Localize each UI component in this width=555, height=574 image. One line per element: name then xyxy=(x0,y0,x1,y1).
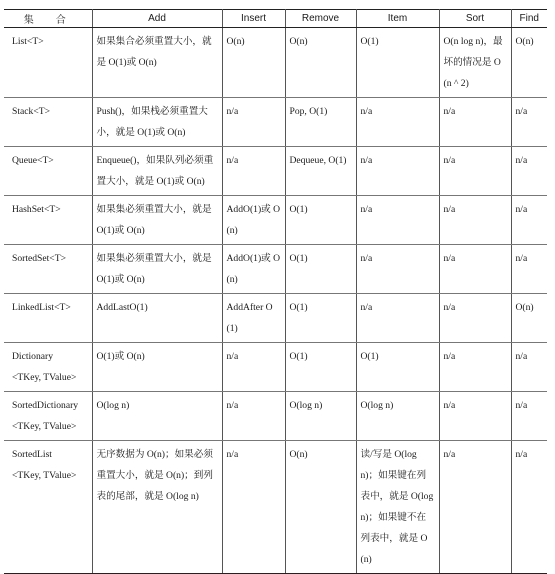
collection-name-line: LinkedList<T> xyxy=(12,302,71,313)
add-cell: O(log n) xyxy=(92,392,222,441)
header-item: Item xyxy=(356,10,439,28)
table-row xyxy=(4,245,547,294)
header-sort: Sort xyxy=(439,10,511,28)
collection-name-line: Dictionary xyxy=(12,351,54,362)
add-cell: 如果集必须重置大小，就是 O(1)或 O(n) xyxy=(92,196,222,245)
item-cell: n/a xyxy=(356,98,439,147)
insert-cell: n/a xyxy=(222,343,285,392)
header-add: Add xyxy=(92,10,222,28)
insert-cell: n/a xyxy=(222,147,285,196)
collection-name-line: SortedSet<T> xyxy=(12,253,66,264)
insert-cell: n/a xyxy=(222,392,285,441)
find-cell: n/a xyxy=(511,343,547,392)
add-cell: Enqueue()，如果队列必须重置大小，就是 O(1)或 O(n) xyxy=(92,147,222,196)
remove-cell: O(n) xyxy=(285,441,356,574)
item-cell: n/a xyxy=(356,196,439,245)
remove-cell: O(1) xyxy=(285,245,356,294)
item-cell: O(1) xyxy=(356,28,439,98)
table-row xyxy=(4,28,547,98)
collection-name-line: <TKey, TValue> xyxy=(12,421,77,432)
collection-name-line: SortedList xyxy=(12,449,52,460)
collection-name-cell xyxy=(4,147,92,196)
add-cell: 如果集合必须重置大小，就是 O(1)或 O(n) xyxy=(92,28,222,98)
find-cell: n/a xyxy=(511,392,547,441)
insert-cell: n/a xyxy=(222,98,285,147)
collection-name-cell xyxy=(4,441,92,574)
item-cell: O(log n) xyxy=(356,392,439,441)
collection-name-cell xyxy=(4,343,92,392)
add-cell: O(1)或 O(n) xyxy=(92,343,222,392)
remove-cell: O(1) xyxy=(285,196,356,245)
add-cell: Push()，如果栈必须重置大小，就是 O(1)或 O(n) xyxy=(92,98,222,147)
collection-name-cell xyxy=(4,28,92,98)
collection-name-line: HashSet<T> xyxy=(12,204,61,215)
find-cell: O(n) xyxy=(511,294,547,343)
find-cell: n/a xyxy=(511,98,547,147)
collection-name-line: <TKey, TValue> xyxy=(12,470,77,481)
table-row xyxy=(4,392,547,441)
sort-cell: n/a xyxy=(439,98,511,147)
collection-name-line: <TKey, TValue> xyxy=(12,372,77,383)
collection-name-cell xyxy=(4,294,92,343)
find-cell: n/a xyxy=(511,441,547,574)
header-remove: Remove xyxy=(285,10,356,28)
header-find: Find xyxy=(511,10,547,28)
table-row xyxy=(4,343,547,392)
item-cell: 读/写是 O(log n)；如果键在列表中，就是 O(log n)；如果键不在列表中，就是 O(n) xyxy=(356,441,439,574)
add-cell: 如果集必须重置大小，就是 O(1)或 O(n) xyxy=(92,245,222,294)
sort-cell: n/a xyxy=(439,441,511,574)
collection-name-cell xyxy=(4,196,92,245)
find-cell: O(n) xyxy=(511,28,547,98)
item-cell: n/a xyxy=(356,294,439,343)
header-row xyxy=(4,10,547,28)
remove-cell: O(n) xyxy=(285,28,356,98)
sort-cell: n/a xyxy=(439,196,511,245)
remove-cell: Dequeue, O(1) xyxy=(285,147,356,196)
insert-cell: AddO(1)或 O(n) xyxy=(222,245,285,294)
sort-cell: n/a xyxy=(439,392,511,441)
remove-cell: Pop, O(1) xyxy=(285,98,356,147)
insert-cell: AddO(1)或 O(n) xyxy=(222,196,285,245)
item-cell: n/a xyxy=(356,147,439,196)
table-header xyxy=(4,10,547,28)
add-cell: 无序数据为 O(n)；如果必须重置大小，就是 O(n)；到列表的尾部，就是 O(log n) xyxy=(92,441,222,574)
insert-cell: AddAfter O(1) xyxy=(222,294,285,343)
insert-cell: O(n) xyxy=(222,28,285,98)
item-cell: O(1) xyxy=(356,343,439,392)
insert-cell: n/a xyxy=(222,441,285,574)
find-cell: n/a xyxy=(511,196,547,245)
remove-cell: O(1) xyxy=(285,343,356,392)
collection-name-line: List<T> xyxy=(12,36,44,47)
remove-cell: O(1) xyxy=(285,294,356,343)
sort-cell: n/a xyxy=(439,245,511,294)
table-row xyxy=(4,441,547,574)
table-row xyxy=(4,294,547,343)
collection-name-cell xyxy=(4,392,92,441)
collection-name-cell xyxy=(4,245,92,294)
add-cell: AddLastO(1) xyxy=(92,294,222,343)
collection-name-line: Queue<T> xyxy=(12,155,54,166)
find-cell: n/a xyxy=(511,147,547,196)
table-row xyxy=(4,98,547,147)
sort-cell: n/a xyxy=(439,343,511,392)
collection-complexity-table xyxy=(4,9,547,574)
find-cell: n/a xyxy=(511,245,547,294)
sort-cell: n/a xyxy=(439,294,511,343)
sort-cell: n/a xyxy=(439,147,511,196)
table-body xyxy=(4,28,547,574)
item-cell: n/a xyxy=(356,245,439,294)
sort-cell: O(n log n)，最坏的情况是 O (n ^ 2) xyxy=(439,28,511,98)
collection-name-line: Stack<T> xyxy=(12,106,50,117)
header-insert: Insert xyxy=(222,10,285,28)
remove-cell: O(log n) xyxy=(285,392,356,441)
table-row xyxy=(4,196,547,245)
collection-name-cell xyxy=(4,98,92,147)
header-collection: 集 合 xyxy=(4,10,92,28)
table-row xyxy=(4,147,547,196)
collection-name-line: SortedDictionary xyxy=(12,400,79,411)
